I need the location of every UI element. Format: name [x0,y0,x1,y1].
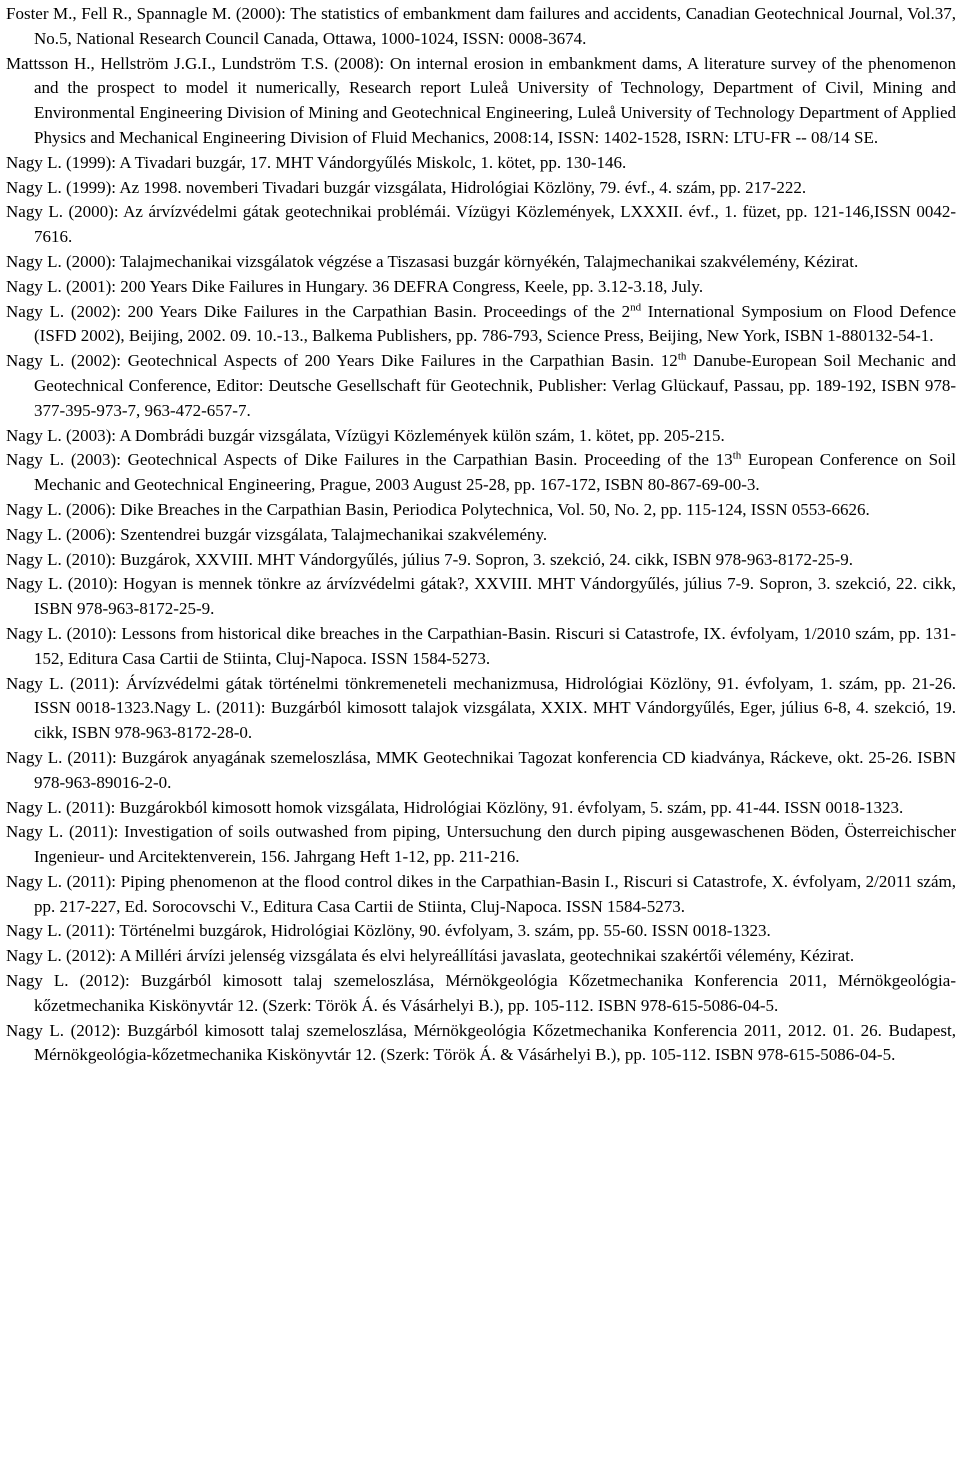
reference-text: Nagy L. (1999): A Tivadari buzgár, 17. MHT Vándorgyűlés Miskolc, 1. kötet, pp. 130-146. [6,152,627,172]
reference-text: Nagy L. (2000): Talajmechanikai vizsgálatok végzése a Tiszasasi buzgár környékén, Talajmechanikai szakvélemény, Kézirat. [6,251,859,271]
reference-entry [6,796,956,821]
reference-entry [6,200,956,250]
reference-entry [6,1019,956,1069]
reference-entry [6,548,956,573]
ordinal-suffix: th [677,350,687,363]
reference-text: Nagy L. (2006): Szentendrei buzgár vizsgálata, Talajmechanikai szakvélemény. [6,524,548,544]
reference-entry [6,52,956,151]
reference-entry [6,919,956,944]
reference-text: Nagy L. (2011): Investigation of soils outwashed from piping, Untersuchung den durch piping ausgewaschenen Böden, Österreichischer Ingenieur- und Arcitektenverein, 156. Jahrgang Heft 1-12, pp. 211-216. [6,822,956,867]
reference-entry [6,944,956,969]
reference-text: Nagy L. (2010): Hogyan is mennek tönkre az árvízvédelmi gátak?, XXVIII. MHT Vándorgyűlés, július 7-9. Sopron, 3. szekció, 22. cikk, ISBN 978-963-8172-25-9. [6,574,956,619]
reference-entry [6,870,956,920]
ordinal-suffix: nd [630,300,642,313]
reference-text: Nagy L. (2012): A Milléri árvízi jelenség vizsgálata és elvi helyreállítási javaslata, geotechnikai szakértői vélemény, Kézirat. [6,946,855,966]
reference-entry [6,176,956,201]
reference-entry [6,523,956,548]
reference-text: Nagy L. (2000): Az árvízvédelmi gátak geotechnikai problémái. Vízügyi Közlemények, LXXXII. évf., 1. füzet, pp. 121-146,ISSN 0042-7616. [6,202,956,247]
reference-text: Nagy L. (2010): Buzgárok, XXVIII. MHT Vándorgyűlés, július 7-9. Sopron, 3. szekció, 24. cikk, ISBN 978-963-8172-25-9. [6,549,854,569]
reference-text: Nagy L. (2012): Buzgárból kimosott talaj szemeloszlása, Mérnökgeológia Kőzetmechanika Konferencia 2011, Mérnökgeológia-kőzetmechanika Kiskönyvtár 12. (Szerk: Török Á. és Vásárhelyi B.), pp. 105-112. ISBN 978-615-5086-04-5. [6,971,956,1015]
reference-text: Mattsson H., Hellström J.G.I., Lundström T.S. (2008): On internal erosion in embankment dams, A literature survey of the phenomenon and the prospect to model it numerically, Research report Luleå University of Technology, Department of Civil, Mining and Environmental Engineering Division of Mining and Geotechnical Engineering, Luleå University of Technology Department of Applied Physics and Mechanical Engineering Division of Fluid Mechanics, 2008:14, ISSN: 1402-1528, ISRN: LTU-FR -- 08/14 SE. [6,53,956,147]
reference-entry [6,672,956,746]
reference-entry [6,349,956,423]
reference-text: Nagy L. (2003): Geotechnical Aspects of Dike Failures in the Carpathian Basin. Proceeding of the 13 [6,450,733,470]
reference-entry [6,498,956,523]
reference-entry [6,2,956,52]
reference-entry [6,622,956,672]
reference-text-continued: European Conference on Soil Mechanic and Geotechnical Engineering, Prague, 2003 August 25-28, pp. 167-172, ISBN 80-867-69-00-3. [34,450,956,495]
reference-text-continued: International Symposium on Flood Defence (ISFD 2002), Beijing, 2002. 09. 10.-13., Balkema Publishers, pp. 786-793, Science Press, Beijing, New York, ISBN 1-880132-54-1. [34,301,956,346]
reference-entry [6,151,956,176]
reference-text: Nagy L. (2012): Buzgárból kimosott talaj szemeloszlása, Mérnökgeológia Kőzetmechanika Konferencia 2011, 2012. 01. 26. Budapest, Mérnökgeológia-kőzetmechanika Kiskönyvtár 12. (Szerk: Török Á. & Vásárhelyi B.), pp. 105-112. ISBN 978-615-5086-04-5. [6,1020,956,1065]
reference-entry [6,820,956,870]
reference-entry [6,746,956,796]
reference-text: Nagy L. (2001): 200 Years Dike Failures in Hungary. 36 DEFRA Congress, Keele, pp. 3.12-3.18, July. [6,276,704,296]
reference-text: Foster M., Fell R., Spannagle M. (2000): The statistics of embankment dam failures and accidents, Canadian Geotechnical Journal, Vol.37, No.5, National Research Council Canada, Ottawa, 1000-1024, ISSN: 0008-3674. [6,4,956,48]
reference-text: Nagy L. (2002): Geotechnical Aspects of 200 Years Dike Failures in the Carpathian Basin. 12 [6,351,678,371]
reference-entry [6,572,956,622]
ordinal-suffix: th [732,449,742,462]
reference-text: Nagy L. (2011): Buzgárokból kimosott homok vizsgálata, Hidrológiai Közlöny, 91. évfolyam, 5. szám, pp. 41-44. ISSN 0018-1323. [6,797,904,817]
reference-entry [6,250,956,275]
reference-text: Nagy L. (2011): Buzgárok anyagának szemeloszlása, MMK Geotechnikai Tagozat konferencia CD kiadványa, Ráckeve, okt. 25-26. ISBN 978-963-89016-2-0. [6,747,956,792]
reference-text: Nagy L. (2002): 200 Years Dike Failures in the Carpathian Basin. Proceedings of the 2 [6,301,631,321]
reference-entry [6,969,956,1019]
reference-text: Nagy L. (2011): Történelmi buzgárok, Hidrológiai Közlöny, 90. évfolyam, 3. szám, pp. 55-60. ISSN 0018-1323. [6,921,771,941]
reference-text-continued: Danube-European Soil Mechanic and Geotechnical Conference, Editor: Deutsche Gesellschaft für Geotechnik, Publisher: Verlag Glückauf, Passau, pp. 189-192, ISBN 978-377-395-973-7, 963-472-657-7. [34,351,956,420]
reference-entry [6,300,956,350]
reference-entry [6,275,956,300]
reference-entry [6,424,956,449]
reference-text: Nagy L. (2003): A Dombrádi buzgár vizsgálata, Vízügyi Közlemények külön szám, 1. kötet, pp. 205-215. [6,425,725,445]
reference-text: Nagy L. (2010): Lessons from historical dike breaches in the Carpathian-Basin. Riscuri si Catastrofe, IX. évfolyam, 1/2010 szám, pp. 131-152, Editura Casa Cartii de Stiinta, Cluj-Napoca. ISSN 1584-5273. [6,623,956,668]
reference-text: Nagy L. (2011): Árvízvédelmi gátak történelmi tönkremeneteli mechanizmusa, Hidrológiai Közlöny, 91. évfolyam, 1. szám, pp. 21-26. ISSN 0018-1323.Nagy L. (2011): Buzgárból kimosott talajok vizsgálata, XXIX. MHT Vándorgyűlés, Eger, július 6-8, 4. szekció, 19. cikk, ISBN 978-963-8172-28-0. [6,673,956,743]
reference-text: Nagy L. (1999): Az 1998. novemberi Tivadari buzgár vizsgálata, Hidrológiai Közlöny, 79. évf., 4. szám, pp. 217-222. [6,177,807,197]
reference-entry [6,448,956,498]
reference-text: Nagy L. (2011): Piping phenomenon at the flood control dikes in the Carpathian-Basin I., Riscuri si Catastrofe, X. évfolyam, 2/2011 szám, pp. 217-227, Ed. Sorocovschi V., Editura Casa Cartii de Stiinta, Cluj-Napoca. ISSN 1584-5273. [6,871,956,916]
reference-text: Nagy L. (2006): Dike Breaches in the Carpathian Basin, Periodica Polytechnica, Vol. 50, No. 2, pp. 115-124, ISSN 0553-6626. [6,499,870,519]
